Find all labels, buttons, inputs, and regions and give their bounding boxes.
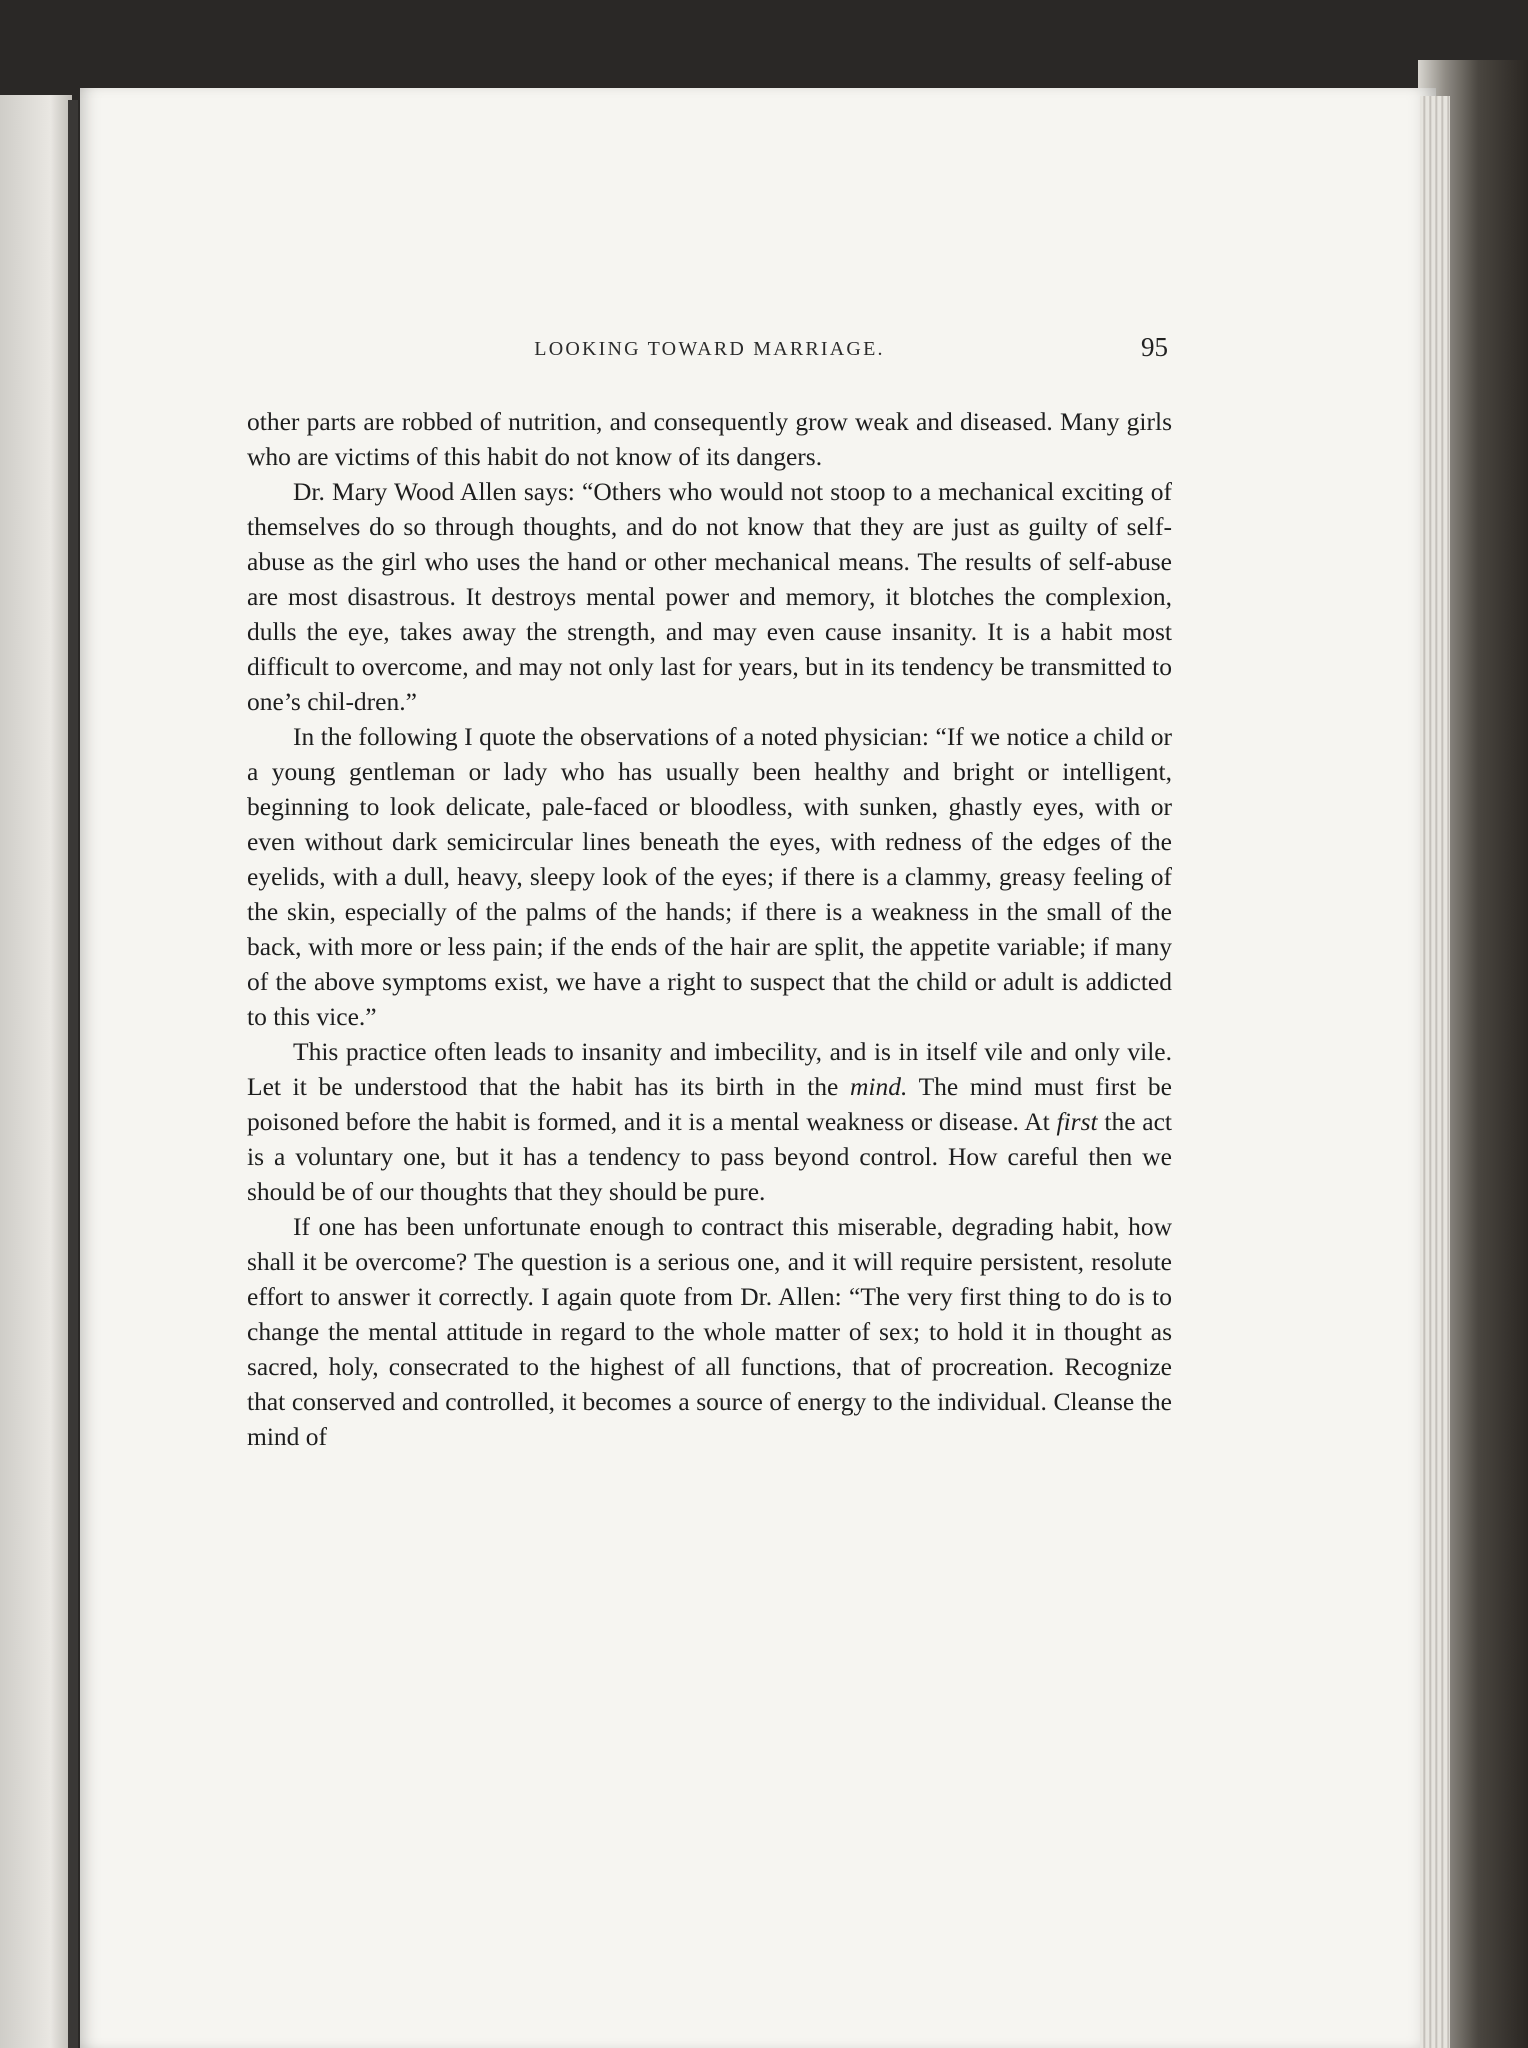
paragraph-2	[247, 474, 1172, 719]
paragraph-3	[247, 719, 1172, 1034]
running-head	[247, 332, 1172, 374]
italic-word-first: first	[1056, 1107, 1098, 1136]
paragraph-1	[247, 404, 1172, 474]
book-gutter	[68, 100, 78, 2048]
paragraph-3-text: In the following I quote the observations of a noted physician: “If we notice a child or a young gentleman or lady who has usually been healthy and bright or intelligent, beginning to look delicate, pale-faced or bloodless, with sunken, ghastly eyes, with or even without dark semicircular lines beneath the eyes, with redness of the edges of the eyelids, with a dull, heavy, sleepy look of the eyes; if there is a clammy, greasy feeling of the skin, especially of the palms of the hands; if there is a weakness in the small of the back, with more or less pain; if the ends of the hair are split, the appetite variable; if many of the above symptoms exist, we have a right to suspect that the child or adult is addicted to this vice.”	[247, 722, 1172, 1031]
running-title: LOOKING TOWARD MARRIAGE.	[534, 338, 885, 360]
body-text	[247, 404, 1172, 1454]
paragraph-4-text-b: The mind must first be poisoned before the habit is formed, and it is a mental weakness or disease. At	[247, 1072, 1172, 1136]
paragraph-5	[247, 1209, 1172, 1454]
page-stack-edge	[1420, 96, 1450, 2048]
paragraph-4-text-a: This practice often leads to insanity and imbecility, and is in itself vile and only vile. Let it be understood that the habit has its birth in the	[247, 1037, 1172, 1101]
paragraph-1-text: other parts are robbed of nutrition, and consequently grow weak and diseased. Many girls who are victims of this habit do not know of its dangers.	[247, 407, 1172, 471]
paragraph-2-text: Dr. Mary Wood Allen says: “Others who would not stoop to a mechanical exciting of themselves do so through thoughts, and do not know that they are just as guilty of self-abuse as the girl who uses the hand or other mechanical means. The results of self-abuse are most disastrous. It destroys mental power and memory, it blotches the complexion, dulls the eye, takes away the strength, and may even cause insanity. It is a habit most difficult to overcome, and may not only last for years, but in its tendency be transmitted to one’s chil-dren.”	[247, 477, 1172, 716]
paragraph-5-text: If one has been unfortunate enough to contract this miserable, degrading habit, how shall it be overcome? The question is a serious one, and it will require persistent, resolute effort to answer it correctly. I again quote from Dr. Allen: “The very first thing to do is to change the mental attitude in regard to the whole matter of sex; to hold it in thought as sacred, holy, consecrated to the highest of all functions, that of procreation. Recognize that conserved and controlled, it becomes a source of energy to the individual. Cleanse the mind of	[247, 1212, 1172, 1451]
paragraph-4	[247, 1034, 1172, 1209]
italic-word-mind: mind.	[850, 1072, 908, 1101]
page-number: 95	[1141, 332, 1168, 362]
left-page-edge	[0, 95, 72, 2048]
paragraph-4-text-c: the act is a voluntary one, but it has a tendency to pass beyond control. How careful then we should be of our thoughts that they should be pure.	[247, 1107, 1172, 1206]
